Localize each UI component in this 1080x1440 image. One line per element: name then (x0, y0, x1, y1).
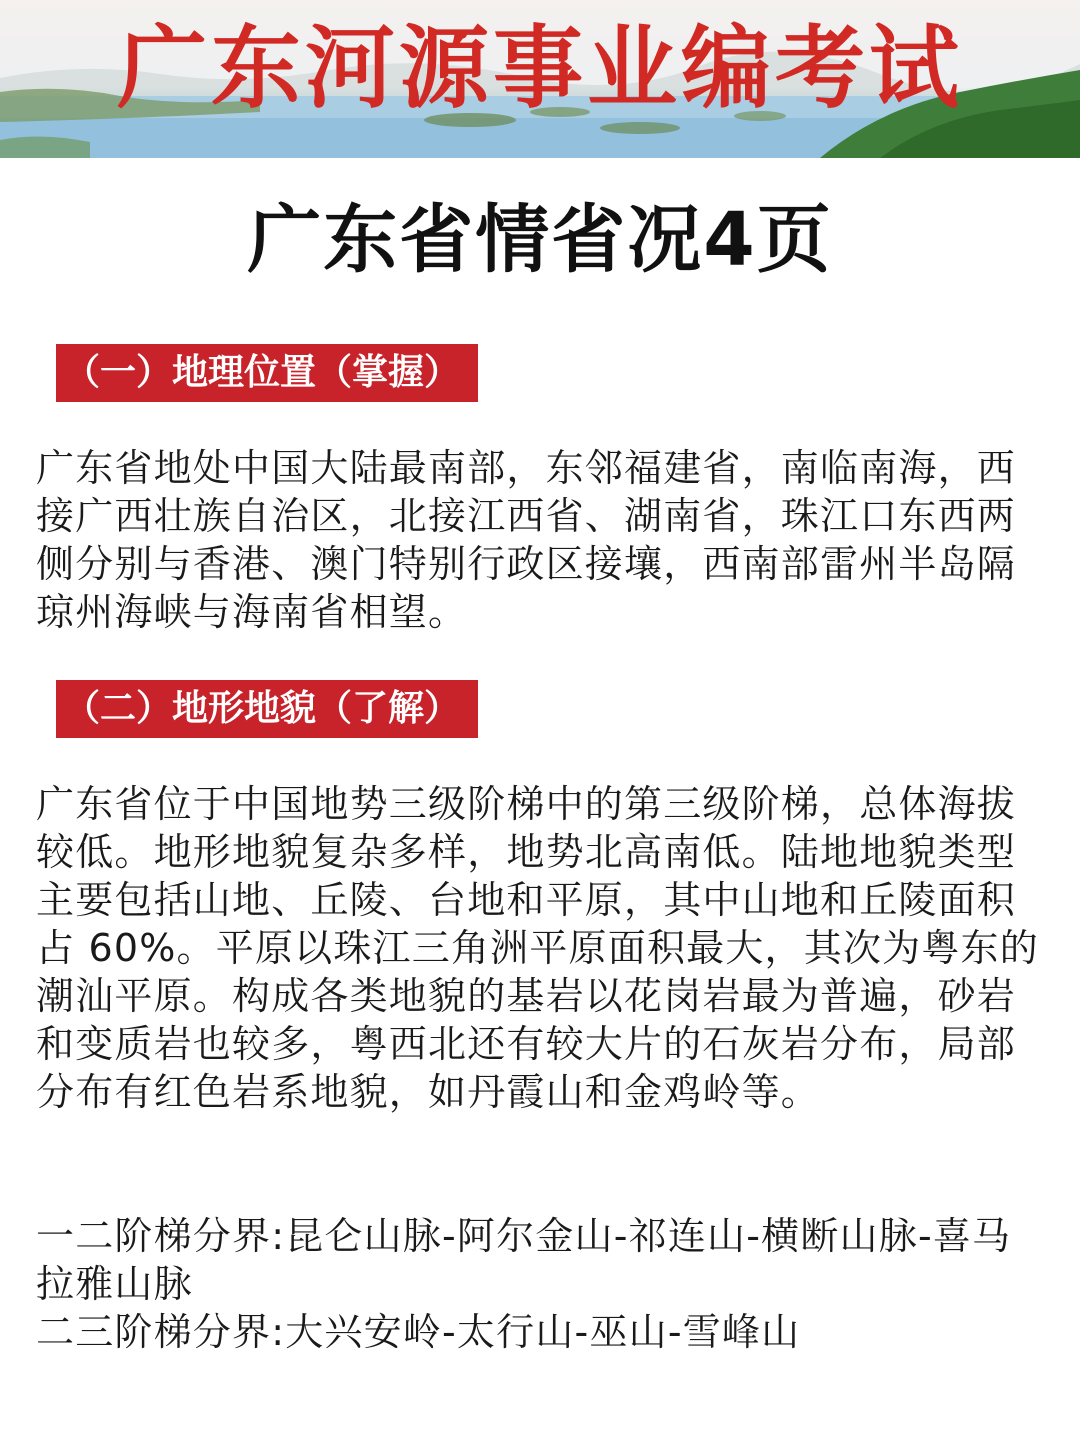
section-badge-terrain: （二）地形地貌（了解） (56, 680, 478, 738)
banner-title: 广东河源事业编考试 (117, 16, 963, 121)
boundary-line-1-2: 一二阶梯分界:昆仑山脉-阿尔金山-祁连山-横断山脉-喜马拉雅山脉 (36, 1214, 1012, 1306)
geography-paragraph: 广东省地处中国大陆最南部，东邻福建省，南临南海，西接广西壮族自治区，北接江西省、湖南省，珠江口东西两侧分别与香港、澳门特别行政区接壤，西南部雷州半岛隔琼州海峡与海南省相望。 (36, 446, 1017, 634)
ladder-boundary-list (36, 1212, 1046, 1356)
page-title: 广东省情省况4页 (247, 197, 833, 283)
boundary-line-2-3: 二三阶梯分界:大兴安岭-太行山-巫山-雪峰山 (36, 1310, 801, 1354)
terrain-paragraph: 广东省位于中国地势三级阶梯中的第三级阶梯，总体海拔较低。地形地貌复杂多样，地势北高南低。陆地地貌类型主要包括山地、丘陵、台地和平原，其中山地和丘陵面积占 60%。平原以珠江三角洲平原面积最大，其次为粤东的潮汕平原。构成各类地貌的基岩以花岗岩最为普遍，砂岩和变质岩也较多，粤西北还有较大片的石灰岩分布，局部分布有红色岩系地貌，如丹霞山和金鸡岭等。 (36, 782, 1039, 1114)
section-badge-geography: （一）地理位置（掌握） (56, 344, 478, 402)
header-banner (0, 0, 1080, 158)
